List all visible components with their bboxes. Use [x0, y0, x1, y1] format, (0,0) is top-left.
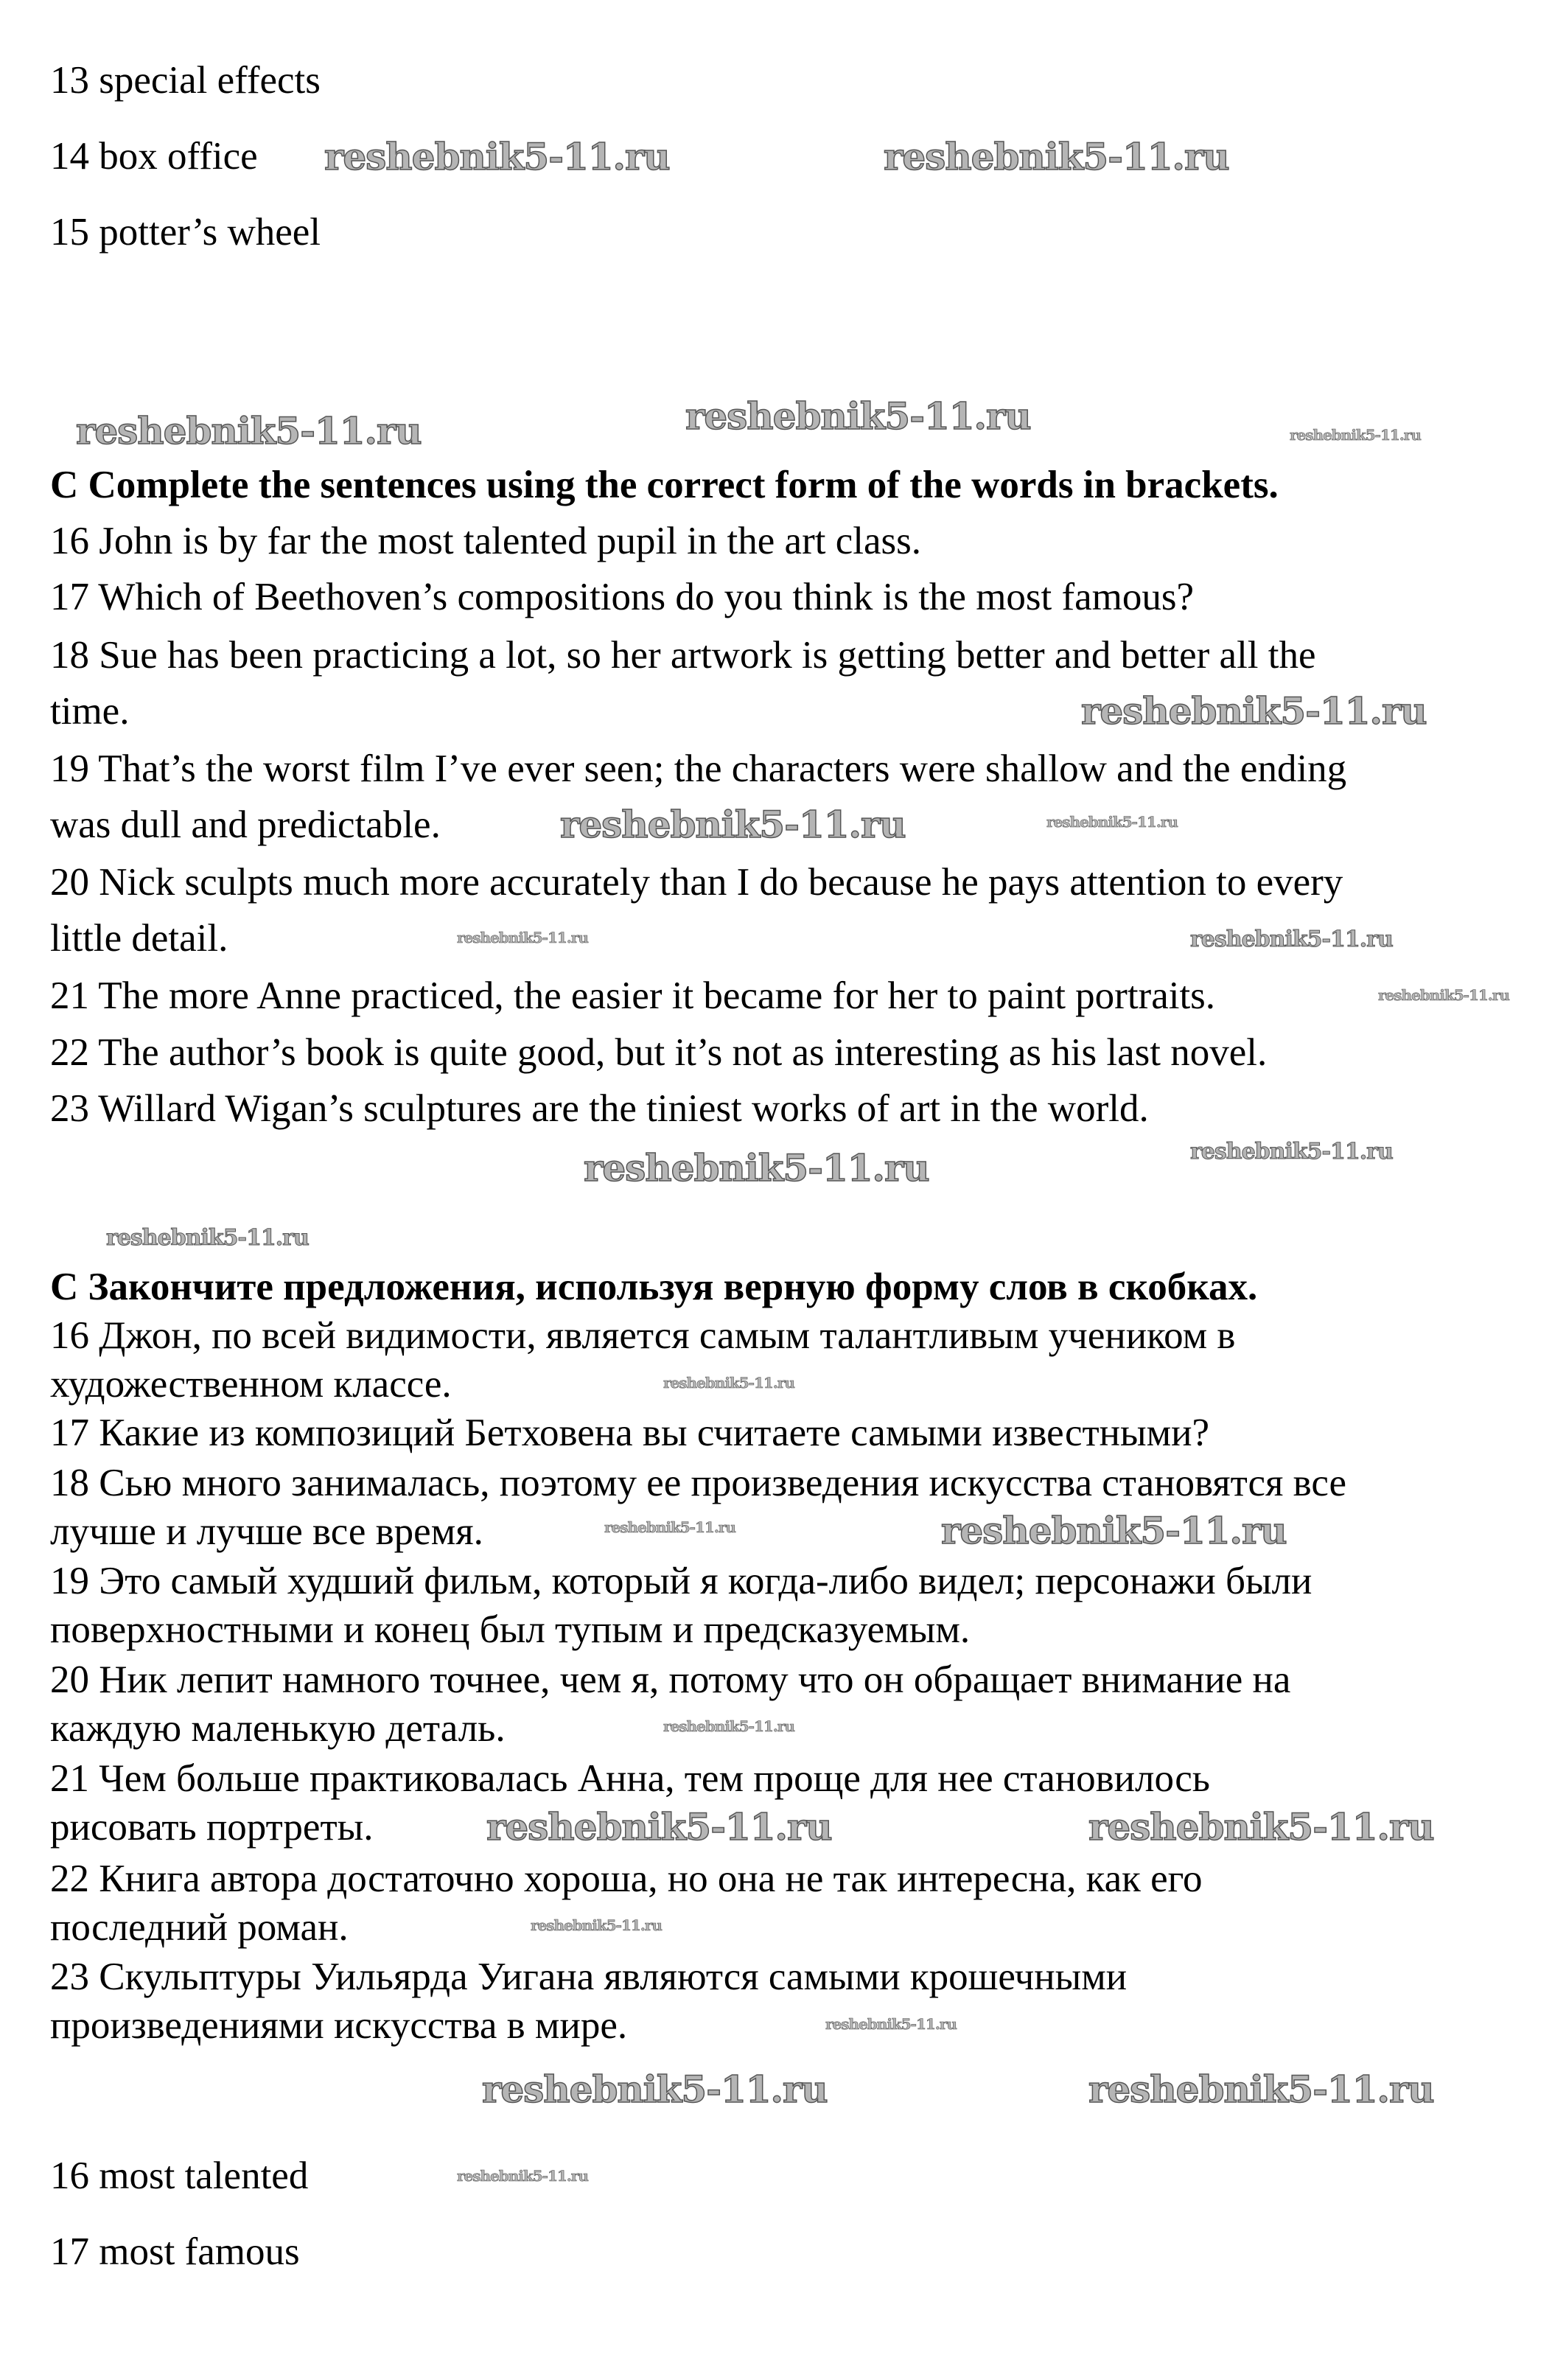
sentence-line: последний роман.: [50, 1906, 349, 1949]
sentence-line: was dull and predictable.: [50, 803, 441, 846]
sentence-line: 18 Sue has been practicing a lot, so her artwork is getting better and better all the: [50, 634, 1316, 677]
watermark: reshebnik5-11.ru: [486, 1805, 832, 1849]
watermark: reshebnik5-11.ru: [324, 135, 670, 178]
watermark: reshebnik5-11.ru: [457, 2167, 588, 2185]
watermark: reshebnik5-11.ru: [941, 1509, 1287, 1552]
sentence-line: little detail.: [50, 917, 228, 960]
sentence-line: поверхностными и конец был тупым и предсказуемым.: [50, 1608, 971, 1651]
exercise-heading: C Complete the sentences using the correct form of the words in brackets.: [50, 464, 1279, 506]
watermark: reshebnik5-11.ru: [1190, 1139, 1393, 1165]
watermark: reshebnik5-11.ru: [825, 2015, 957, 2033]
sentence-line: произведениями искусства в мире.: [50, 2004, 628, 2047]
watermark: reshebnik5-11.ru: [1081, 689, 1427, 733]
sentence-line: 23 Willard Wigan’s sculptures are the tiniest works of art in the world.: [50, 1087, 1149, 1130]
sentence-line: 22 The author’s book is quite good, but it’s not as interesting as his last novel.: [50, 1031, 1268, 1074]
answer-line: 14 box office: [50, 135, 258, 178]
watermark: reshebnik5-11.ru: [663, 1374, 794, 1392]
watermark: reshebnik5-11.ru: [1088, 2067, 1434, 2111]
sentence-line: 17 Какие из композиций Бетховена вы считаете самыми известными?: [50, 1411, 1210, 1454]
watermark: reshebnik5-11.ru: [457, 929, 588, 946]
watermark: reshebnik5-11.ru: [1046, 813, 1178, 831]
sentence-line: лучше и лучше все время.: [50, 1510, 483, 1553]
sentence-line: 22 Книга автора достаточно хороша, но она не так интересна, как его: [50, 1857, 1203, 1900]
sentence-line: каждую маленькую деталь.: [50, 1707, 506, 1750]
watermark: reshebnik5-11.ru: [531, 1916, 662, 1934]
answer-line: 15 potter’s wheel: [50, 211, 321, 254]
watermark: reshebnik5-11.ru: [1378, 986, 1509, 1004]
answer-line: 17 most famous: [50, 2230, 300, 2273]
sentence-line: 20 Nick sculpts much more accurately than I do because he pays attention to every: [50, 861, 1343, 904]
watermark: reshebnik5-11.ru: [884, 135, 1229, 178]
watermark: reshebnik5-11.ru: [560, 803, 906, 846]
sentence-line: 16 Джон, по всей видимости, является самым талантливым учеником в: [50, 1314, 1236, 1357]
watermark: reshebnik5-11.ru: [604, 1518, 735, 1536]
watermark: reshebnik5-11.ru: [584, 1146, 929, 1190]
sentence-line: рисовать портреты.: [50, 1806, 374, 1849]
sentence-line: 17 Which of Beethoven’s compositions do you think is the most famous?: [50, 576, 1195, 618]
watermark: reshebnik5-11.ru: [1190, 926, 1393, 952]
answer-line: 13 special effects: [50, 59, 321, 102]
sentence-line: 19 Это самый худший фильм, который я когда-либо видел; персонажи были: [50, 1560, 1312, 1602]
watermark: reshebnik5-11.ru: [685, 394, 1031, 438]
watermark: reshebnik5-11.ru: [106, 1225, 309, 1251]
sentence-line: 18 Сью много занималась, поэтому ее произведения искусства становятся все: [50, 1462, 1347, 1504]
exercise-heading: C Закончите предложения, используя верную форму слов в скобках.: [50, 1266, 1258, 1308]
sentence-line: 16 John is by far the most talented pupil in the art class.: [50, 520, 921, 562]
sentence-line: 19 That’s the worst film I’ve ever seen; the characters were shallow and the ending: [50, 747, 1347, 790]
watermark: reshebnik5-11.ru: [76, 409, 422, 453]
sentence-line: time.: [50, 690, 130, 733]
sentence-line: 21 The more Anne practiced, the easier it became for her to paint portraits.: [50, 974, 1216, 1017]
sentence-line: 20 Ник лепит намного точнее, чем я, потому что он обращает внимание на: [50, 1658, 1291, 1701]
sentence-line: 23 Скульптуры Уильярда Уигана являются самыми крошечными: [50, 1955, 1128, 1998]
sentence-line: 21 Чем больше практиковалась Анна, тем проще для нее становилось: [50, 1757, 1210, 1800]
answer-line: 16 most talented: [50, 2154, 309, 2197]
watermark: reshebnik5-11.ru: [482, 2067, 828, 2111]
watermark: reshebnik5-11.ru: [1088, 1805, 1434, 1849]
sentence-line: художественном классе.: [50, 1363, 452, 1406]
watermark: reshebnik5-11.ru: [663, 1717, 794, 1735]
watermark: reshebnik5-11.ru: [1290, 426, 1421, 444]
